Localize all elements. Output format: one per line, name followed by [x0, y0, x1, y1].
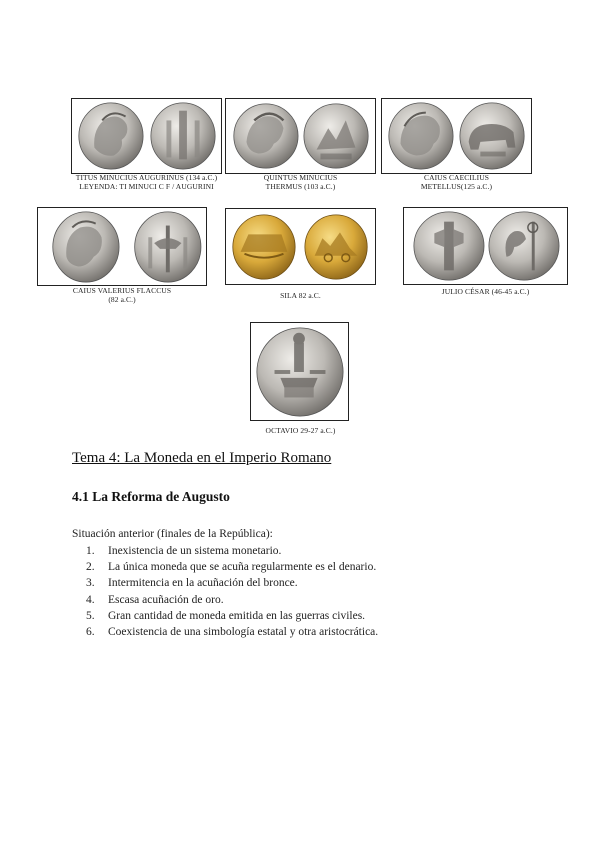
list-number: 2. [86, 561, 95, 574]
chapter-title: Tema 4: La Moneda en el Imperio Romano [72, 450, 332, 466]
list-item [86, 608, 378, 624]
coin-image-metellus [381, 98, 532, 174]
coin-pair-graphic [226, 209, 375, 284]
coin-image-flaccus [37, 207, 207, 286]
numbered-list [86, 543, 378, 640]
caption-line: CAIUS CAECILIUS [423, 173, 490, 182]
caption-line: OCTAVIO 29-27 a.C.) [265, 426, 336, 435]
list-text: Coexistencia de una simbología estatal y otra aristocrática. [108, 626, 379, 639]
caption-line: LEYENDA: TI MINUCI C F / AUGURINI [79, 182, 214, 191]
list-number: 4. [86, 593, 95, 606]
coin-caption-metellus [381, 173, 532, 191]
list-item [86, 543, 378, 559]
coin-caption-octavio [225, 426, 376, 435]
caption-line: JULIO CÉSAR (46-45 a.C.) [441, 287, 530, 296]
coin-pair-graphic [38, 208, 206, 285]
caption-line: THERMUS (103 a.C.) [265, 182, 336, 191]
list-number: 1. [86, 545, 95, 557]
list-text: La única moneda que se acuña regularmente es el denario. [108, 561, 377, 574]
caption-line: SILA 82 a.C. [280, 291, 321, 300]
list-item [86, 575, 378, 591]
coin-graphic [251, 323, 348, 420]
caption-line: METELLUS(125 a.C.) [420, 182, 493, 191]
list-text: Inexistencia de un sistema monetario. [108, 545, 282, 557]
list-text: Intermitencia en la acuñación del bronce. [108, 577, 298, 590]
coin-caption-thermus [225, 173, 376, 191]
list-text: Gran cantidad de moneda emitida en las guerras civiles. [108, 609, 366, 622]
coin-pair-graphic [382, 99, 531, 173]
list-number: 5. [86, 609, 95, 622]
intro-text: Situación anterior (finales de la República): [72, 528, 273, 540]
list-text: Escasa acuñación de oro. [108, 593, 224, 606]
coin-pair-graphic [404, 208, 567, 284]
coin-caption-julio [403, 287, 568, 296]
coin-caption-augurinus [66, 173, 227, 191]
caption-line: CAIUS VALERIUS FLACCUS [72, 286, 172, 295]
coin-image-augurinus [71, 98, 222, 174]
list-item [86, 559, 378, 575]
coin-caption-sila [225, 291, 376, 300]
coin-image-julio [403, 207, 568, 285]
list-number: 6. [86, 626, 95, 639]
coin-image-octavio [250, 322, 349, 421]
coin-pair-graphic [226, 99, 375, 173]
coin-pair-graphic [72, 99, 221, 173]
coin-image-thermus [225, 98, 376, 174]
caption-line: QUINTUS MINUCIUS [263, 173, 338, 182]
list-item [86, 592, 378, 608]
coin-caption-flaccus [37, 286, 207, 304]
caption-line: (82 a.C.) [108, 295, 136, 304]
section-heading: 4.1 La Reforma de Augusto [72, 489, 230, 504]
coin-image-sila [225, 208, 376, 285]
list-number: 3. [86, 577, 95, 590]
list-item [86, 624, 378, 640]
caption-line: TITUS MINUCIUS AUGURINUS (134 a.C.) [75, 173, 218, 182]
